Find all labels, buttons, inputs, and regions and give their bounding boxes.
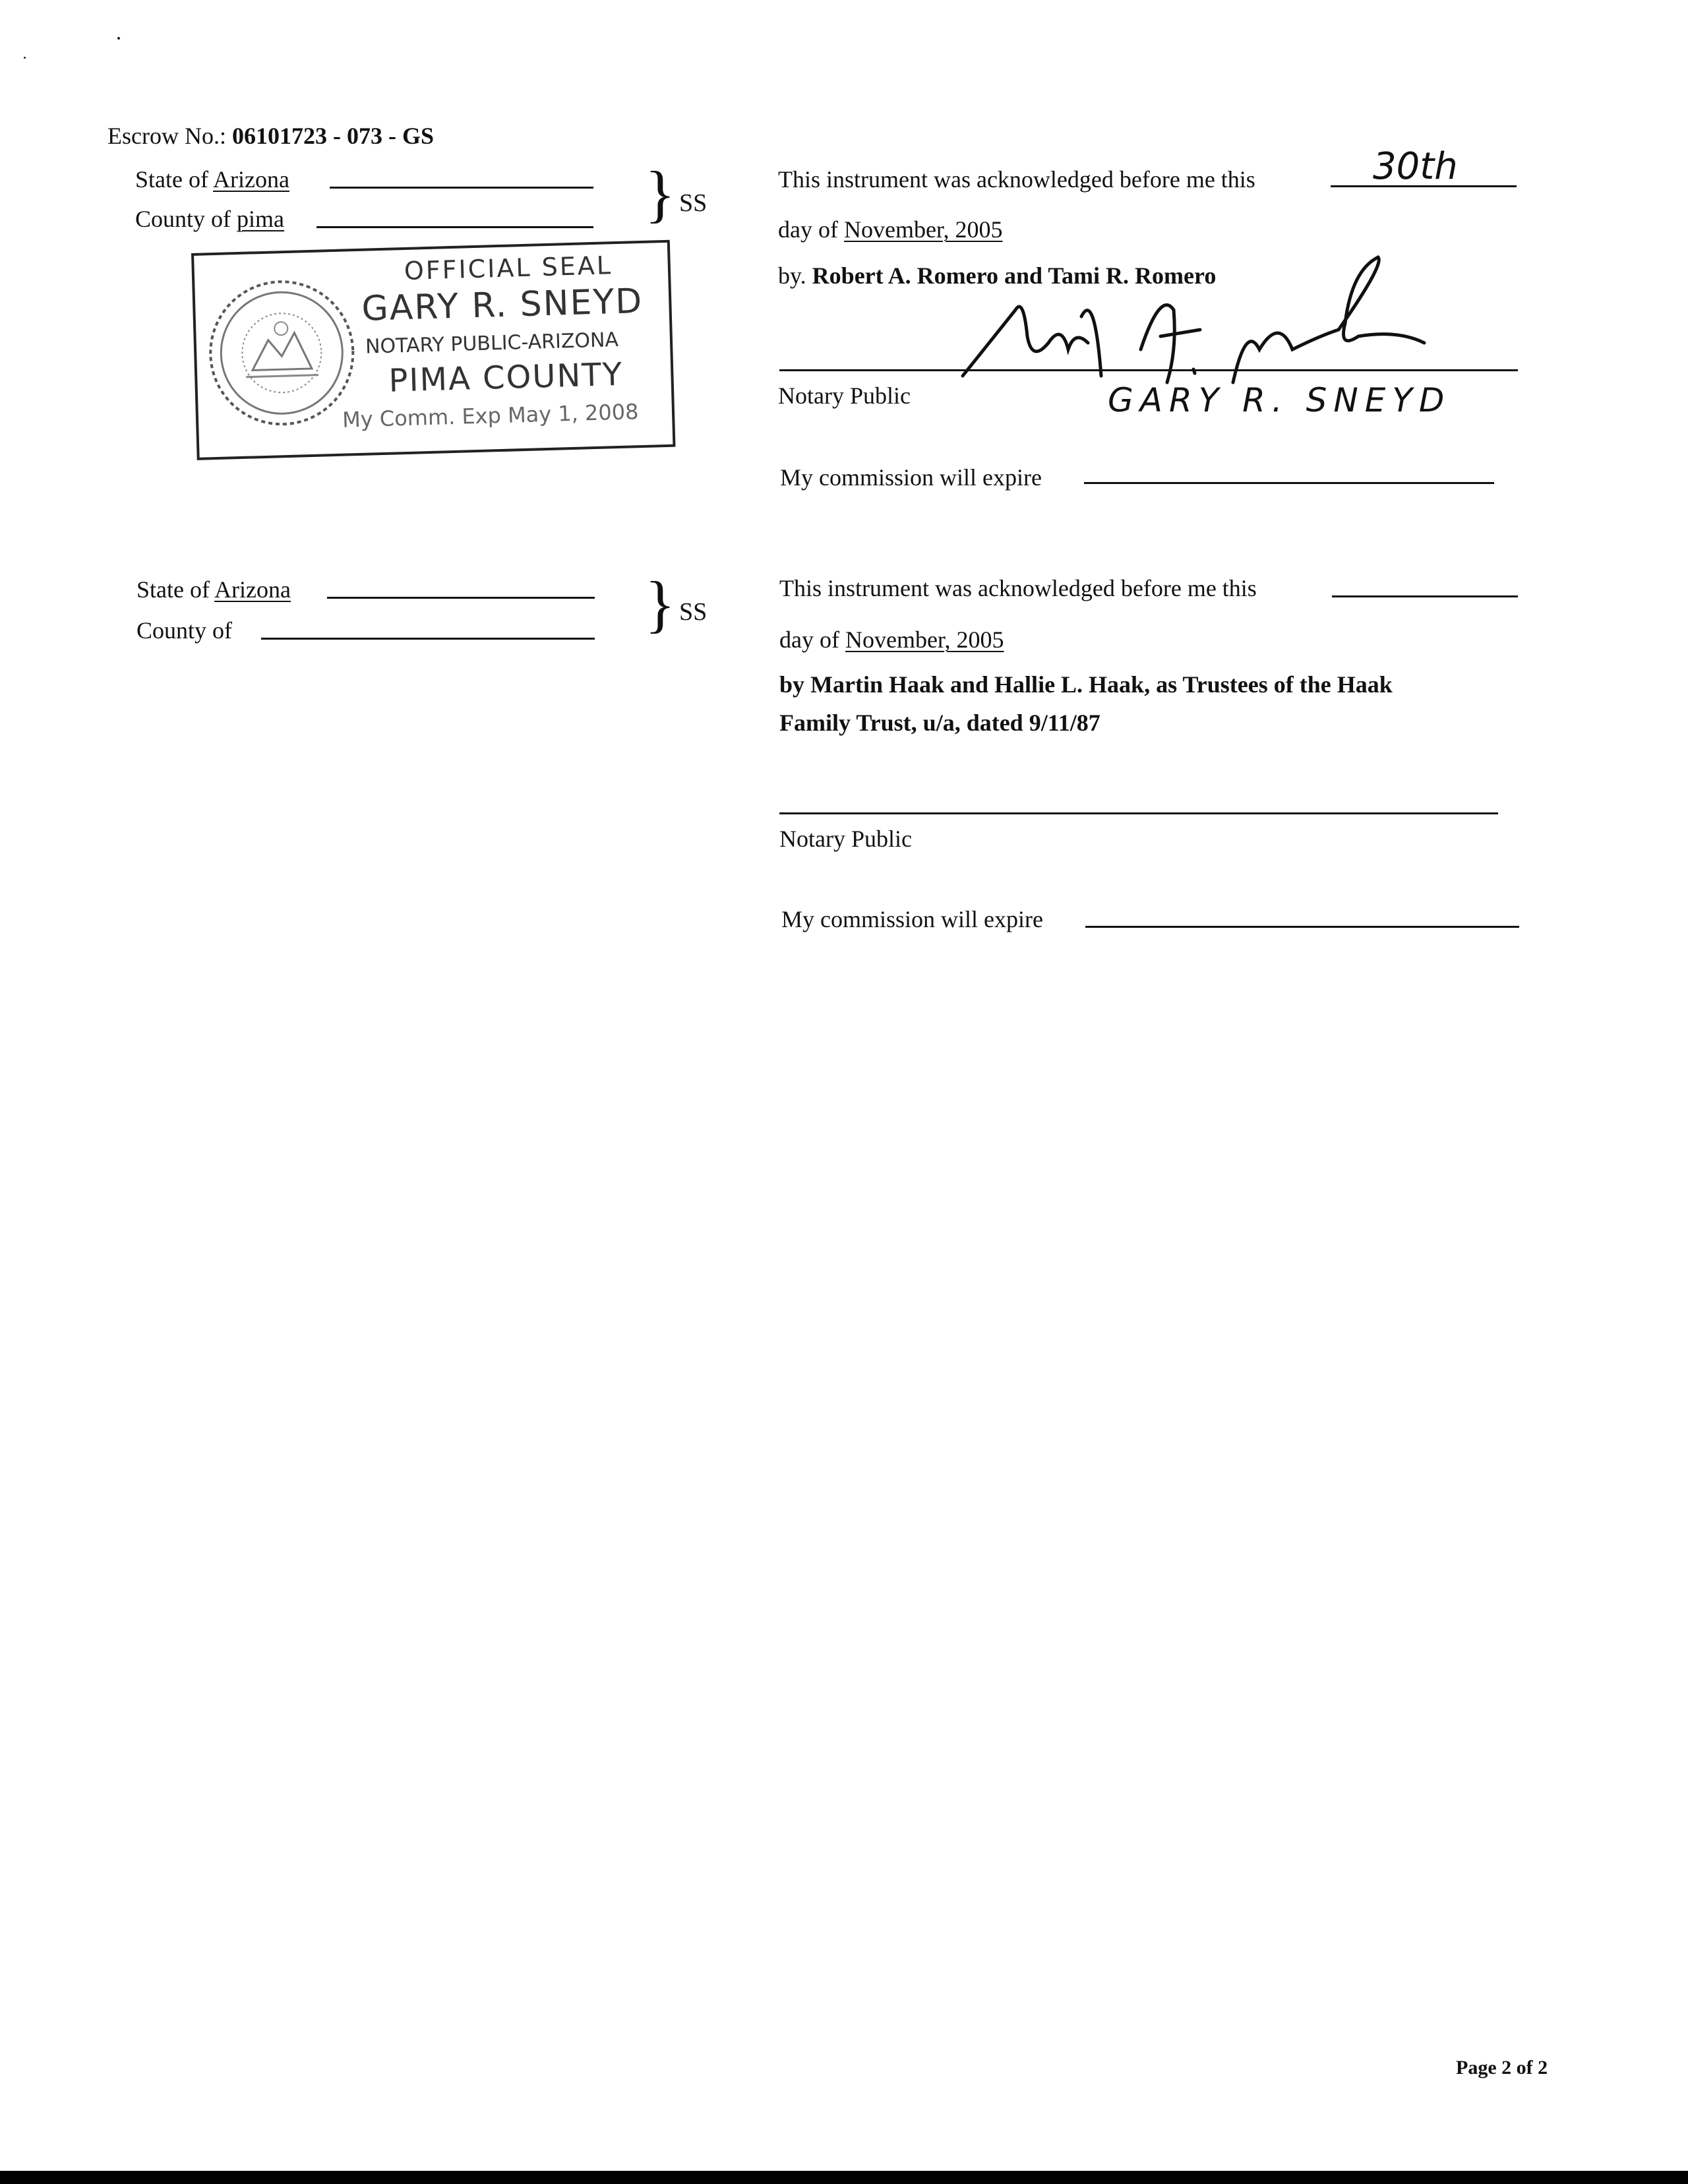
state-value: Arizona: [213, 166, 289, 193]
by-line-2b: Family Trust, u/a, dated 9/11/87: [779, 710, 1100, 736]
day-of-line-2: [779, 625, 1004, 654]
notary-label-2: Notary Public: [779, 826, 912, 852]
state-label: State of: [135, 166, 208, 193]
county-field-1: [135, 204, 284, 233]
by-line-2a: by Martin Haak and Hallie L. Haak, as Trustees of the Haak: [779, 671, 1393, 698]
county-label: County of: [136, 617, 233, 644]
state-seal-emblem: [204, 275, 359, 431]
day-of-value: November, 2005: [845, 626, 1004, 653]
commission-label-1: My commission will expire: [780, 464, 1042, 491]
state-underline: [330, 187, 593, 189]
commission-label-2: My commission will expire: [781, 906, 1043, 932]
commission-underline-1: [1084, 482, 1494, 484]
state-field-1: [135, 165, 289, 194]
scan-speck: [24, 57, 26, 59]
printed-notary-name: GARY R. SNEYD: [1108, 381, 1451, 419]
county-underline: [261, 638, 595, 640]
seal-role: NOTARY PUBLIC-ARIZONA: [365, 328, 619, 359]
state-underline: [327, 597, 595, 599]
notary-signature-line-1: [779, 369, 1518, 371]
day-of-label: day of: [778, 216, 838, 243]
escrow-label: Escrow No.:: [107, 123, 226, 149]
seal-title: OFFICIAL SEAL: [404, 251, 613, 286]
state-field-2: [136, 575, 291, 604]
seal-county: PIMA COUNTY: [388, 355, 624, 400]
brace-2: }: [645, 568, 676, 639]
notary-signature-line-2: [779, 812, 1498, 814]
seal-name: GARY R. SNEYD: [361, 281, 644, 329]
ss-label-1: SS: [679, 189, 708, 217]
commission-underline-2: [1085, 926, 1519, 928]
seal-expiry: My Comm. Exp May 1, 2008: [342, 399, 639, 433]
ack-day-handwritten: 30th: [1373, 145, 1458, 188]
escrow-header: [107, 121, 434, 150]
ack-text-2: This instrument was acknowledged before me this: [779, 575, 1257, 601]
county-value: pima: [237, 206, 284, 232]
day-of-label: day of: [779, 626, 839, 653]
ss-label-2: SS: [679, 598, 708, 626]
official-seal-stamp: [191, 240, 675, 460]
day-of-value: November, 2005: [843, 216, 1003, 243]
scan-speck: [117, 37, 120, 40]
scan-bottom-border: [0, 2171, 1688, 2184]
page-number: Page 2 of 2: [1456, 2057, 1548, 2078]
ack-text-1: This instrument was acknowledged before me this: [778, 166, 1255, 193]
by-label: by.: [778, 262, 806, 289]
county-label: County of: [135, 206, 231, 232]
county-underline: [316, 226, 593, 228]
day-of-line-1: [778, 215, 1002, 244]
state-label: State of: [136, 576, 210, 603]
state-value: Arizona: [214, 576, 291, 603]
escrow-number: 06101723 - 073 - GS: [231, 123, 434, 149]
notary-label-1: Notary Public: [778, 382, 911, 409]
brace-1: }: [645, 158, 676, 229]
ack-day-underline: [1332, 595, 1518, 597]
by-names: Robert A. Romero and Tami R. Romero: [812, 262, 1217, 289]
county-field-2: [136, 616, 232, 645]
